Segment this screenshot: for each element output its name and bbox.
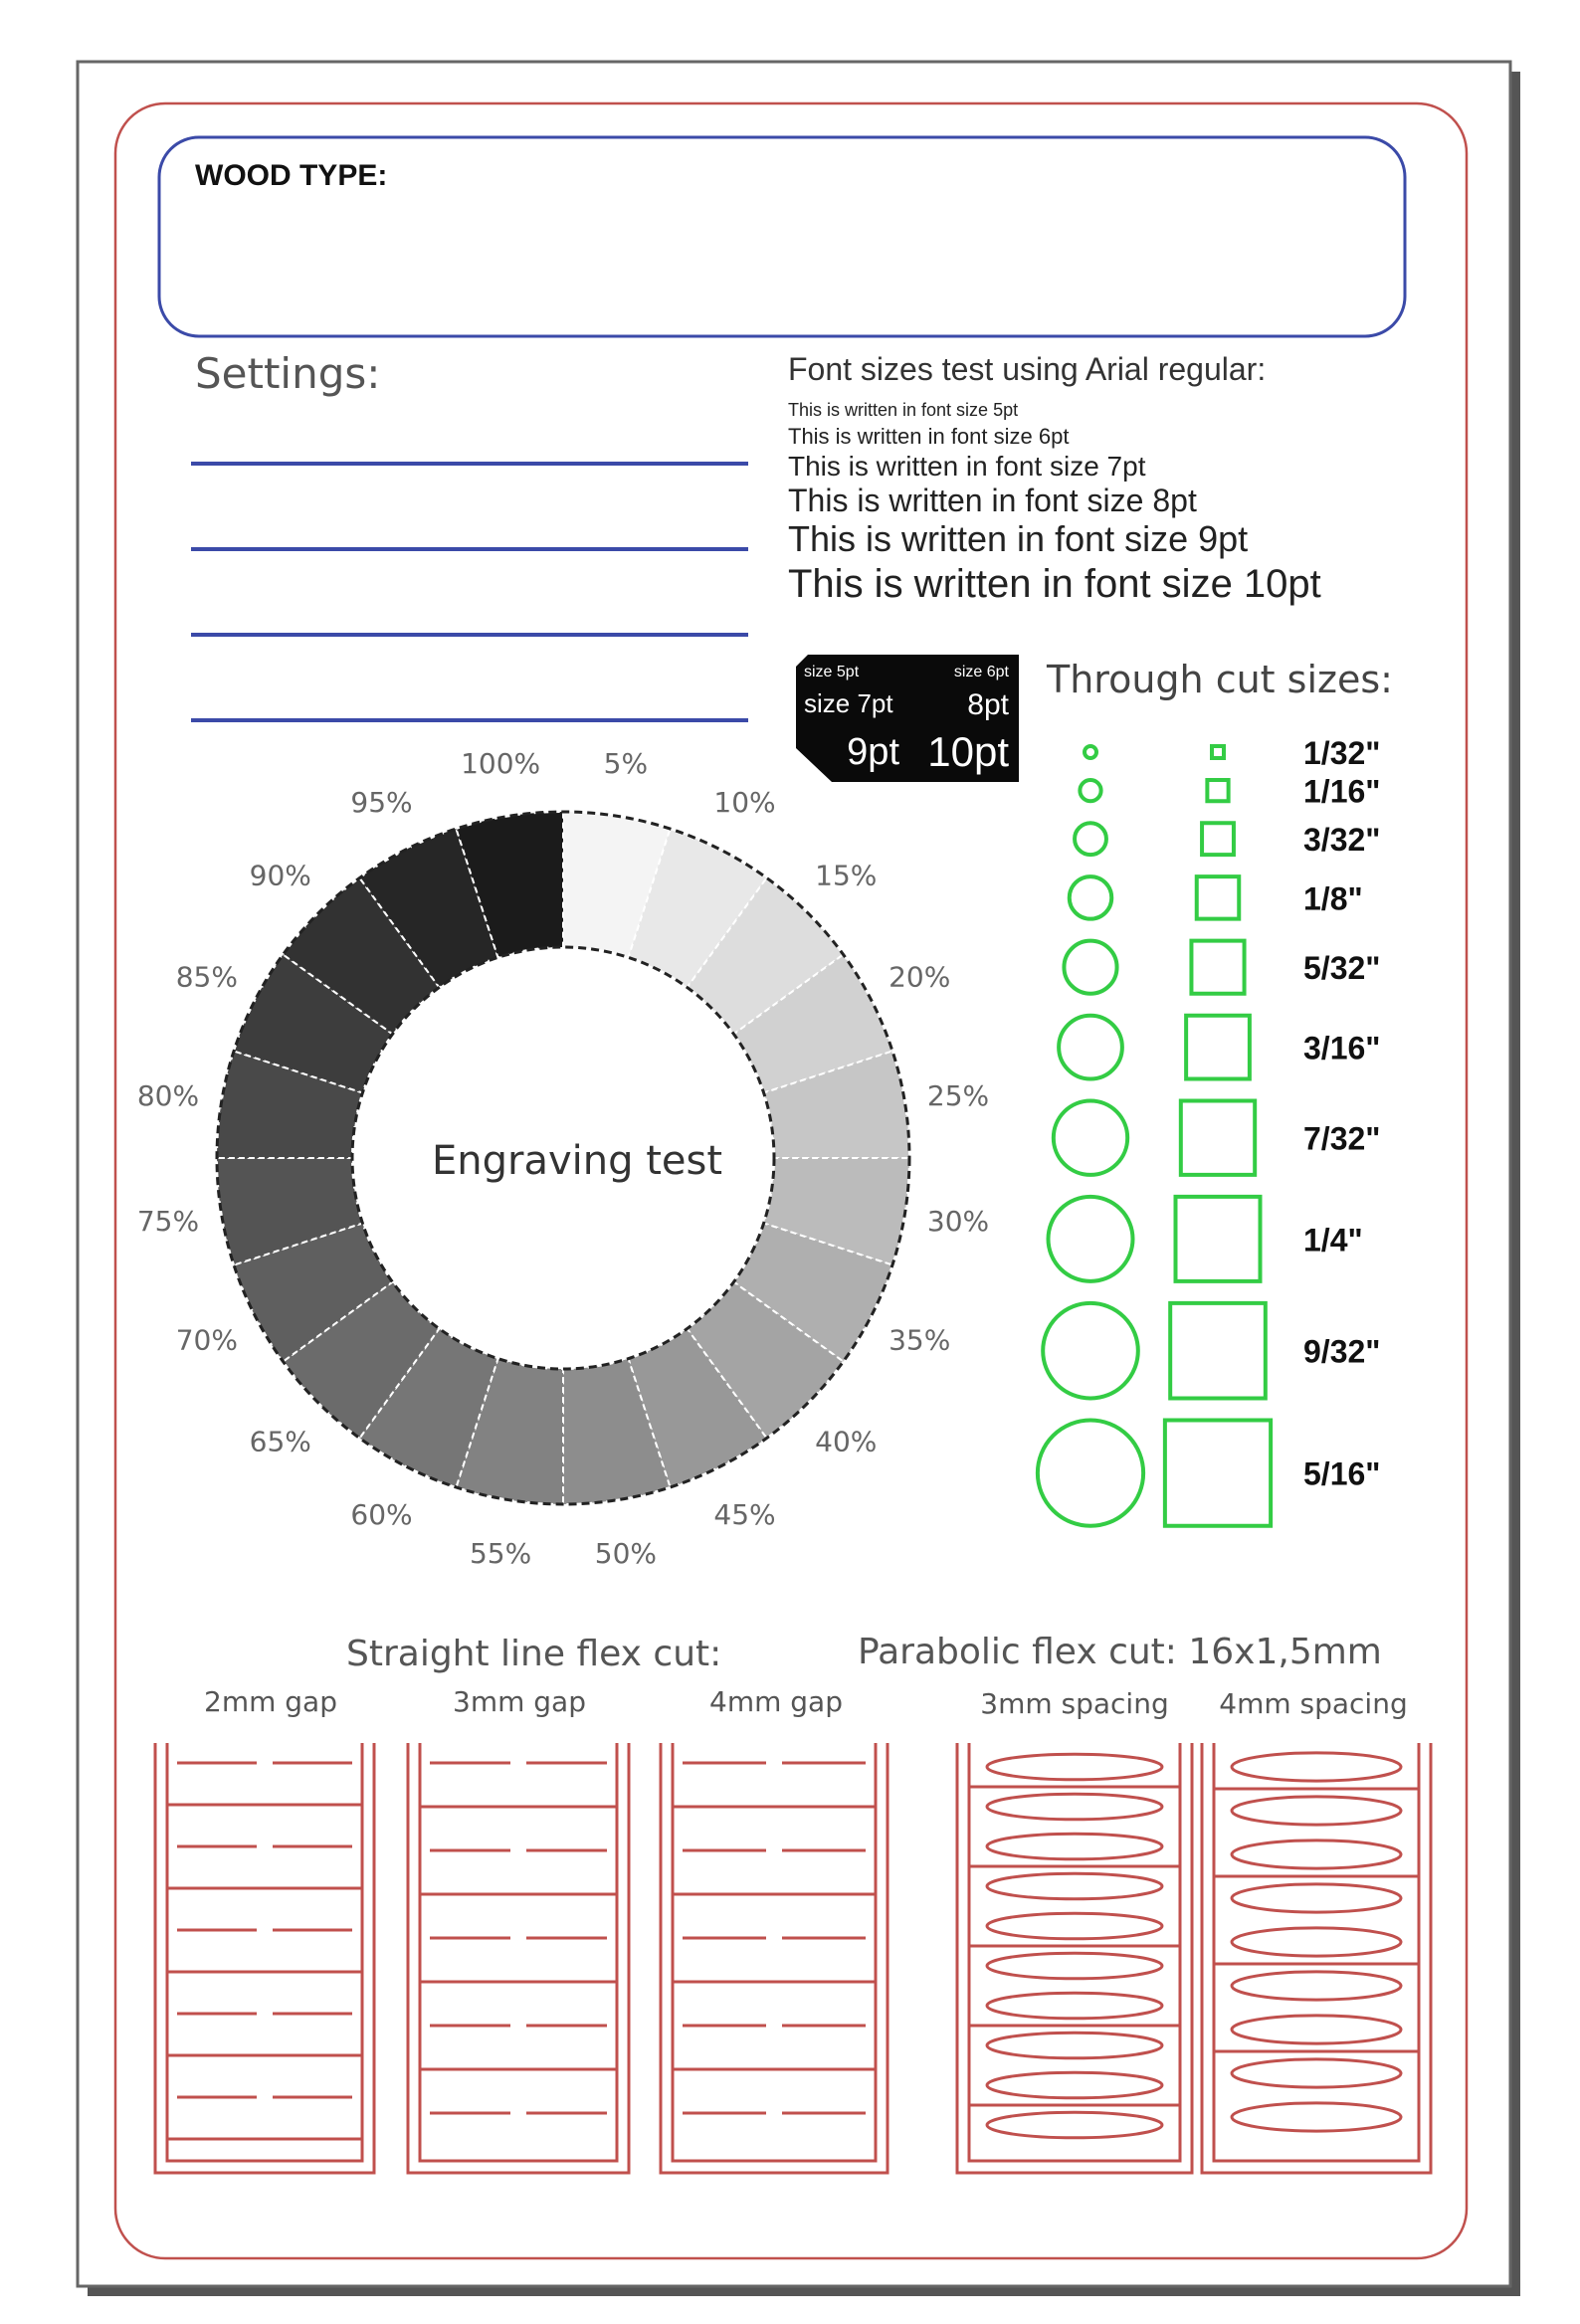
engraving-label: 90% bbox=[249, 859, 311, 892]
cut-size-label: 1/32" bbox=[1303, 735, 1381, 771]
engraving-label: 10% bbox=[713, 785, 776, 819]
engraving-label: 25% bbox=[926, 1079, 990, 1113]
inverse-8pt: 8pt bbox=[967, 688, 1009, 721]
engraving-label: 30% bbox=[926, 1204, 990, 1238]
font-test-line-9pt: This is written in font size 9pt bbox=[788, 518, 1249, 559]
spacing-label-3mm: 3mm spacing bbox=[980, 1687, 1169, 1720]
cut-size-label: 5/16" bbox=[1303, 1455, 1381, 1492]
font-test-line-6pt: This is written in font size 6pt bbox=[788, 424, 1070, 449]
engraving-label: 55% bbox=[469, 1537, 532, 1571]
engraving-label: 60% bbox=[350, 1498, 413, 1532]
engraving-label: 80% bbox=[136, 1079, 200, 1113]
engraving-label: 15% bbox=[815, 859, 878, 892]
font-test-line-8pt: This is written in font size 8pt bbox=[788, 483, 1197, 518]
font-test-line-10pt: This is written in font size 10pt bbox=[788, 562, 1321, 606]
inverse-5pt: size 5pt bbox=[804, 664, 860, 680]
engraving-label: 50% bbox=[594, 1537, 658, 1571]
inverse-10pt: 10pt bbox=[927, 728, 1009, 775]
gap-label-2mm: 2mm gap bbox=[204, 1685, 337, 1718]
gap-label-3mm: 3mm gap bbox=[453, 1685, 586, 1718]
engraving-label: 70% bbox=[175, 1323, 238, 1357]
engraving-label: 75% bbox=[136, 1204, 200, 1238]
gap-label-4mm: 4mm gap bbox=[709, 1685, 843, 1718]
engraving-title: Engraving test bbox=[431, 1138, 723, 1184]
engraving-label: 20% bbox=[889, 960, 951, 994]
through-cut-title: Through cut sizes: bbox=[1047, 658, 1393, 701]
engraving-label: 65% bbox=[249, 1425, 311, 1458]
inverse-7pt: size 7pt bbox=[804, 688, 893, 718]
cut-size-label: 9/32" bbox=[1303, 1333, 1381, 1370]
font-test-title: Font sizes test using Arial regular: bbox=[788, 351, 1267, 387]
cut-size-label: 3/16" bbox=[1303, 1030, 1381, 1066]
font-test-line-7pt: This is written in font size 7pt bbox=[788, 451, 1146, 482]
spacing-label-4mm: 4mm spacing bbox=[1219, 1687, 1408, 1720]
inverse-9pt: 9pt bbox=[847, 731, 899, 773]
parabolic-flex-title: Parabolic flex cut: 16x1,5mm bbox=[858, 1632, 1382, 1672]
inverse-6pt: size 6pt bbox=[953, 664, 1009, 680]
engraving-label: 40% bbox=[815, 1425, 878, 1458]
engraving-label: 85% bbox=[175, 960, 238, 994]
cut-size-label: 3/32" bbox=[1303, 822, 1381, 859]
cut-size-label: 7/32" bbox=[1303, 1120, 1381, 1157]
font-test-line-5pt: This is written in font size 5pt bbox=[788, 400, 1019, 420]
cut-size-label: 5/32" bbox=[1303, 950, 1381, 987]
cut-size-label: 1/4" bbox=[1303, 1222, 1363, 1259]
straight-flex-title: Straight line flex cut: bbox=[346, 1634, 722, 1674]
engraving-label: 35% bbox=[889, 1323, 951, 1357]
engraving-label: 100% bbox=[461, 746, 541, 780]
engraving-label: 5% bbox=[603, 746, 649, 780]
engraving-label: 45% bbox=[713, 1498, 776, 1532]
settings-title: Settings: bbox=[195, 349, 381, 398]
cut-size-label: 1/16" bbox=[1303, 773, 1381, 810]
engraving-label: 95% bbox=[350, 785, 413, 819]
cut-size-label: 1/8" bbox=[1303, 880, 1363, 917]
wood-type-label: WOOD TYPE: bbox=[195, 159, 388, 192]
